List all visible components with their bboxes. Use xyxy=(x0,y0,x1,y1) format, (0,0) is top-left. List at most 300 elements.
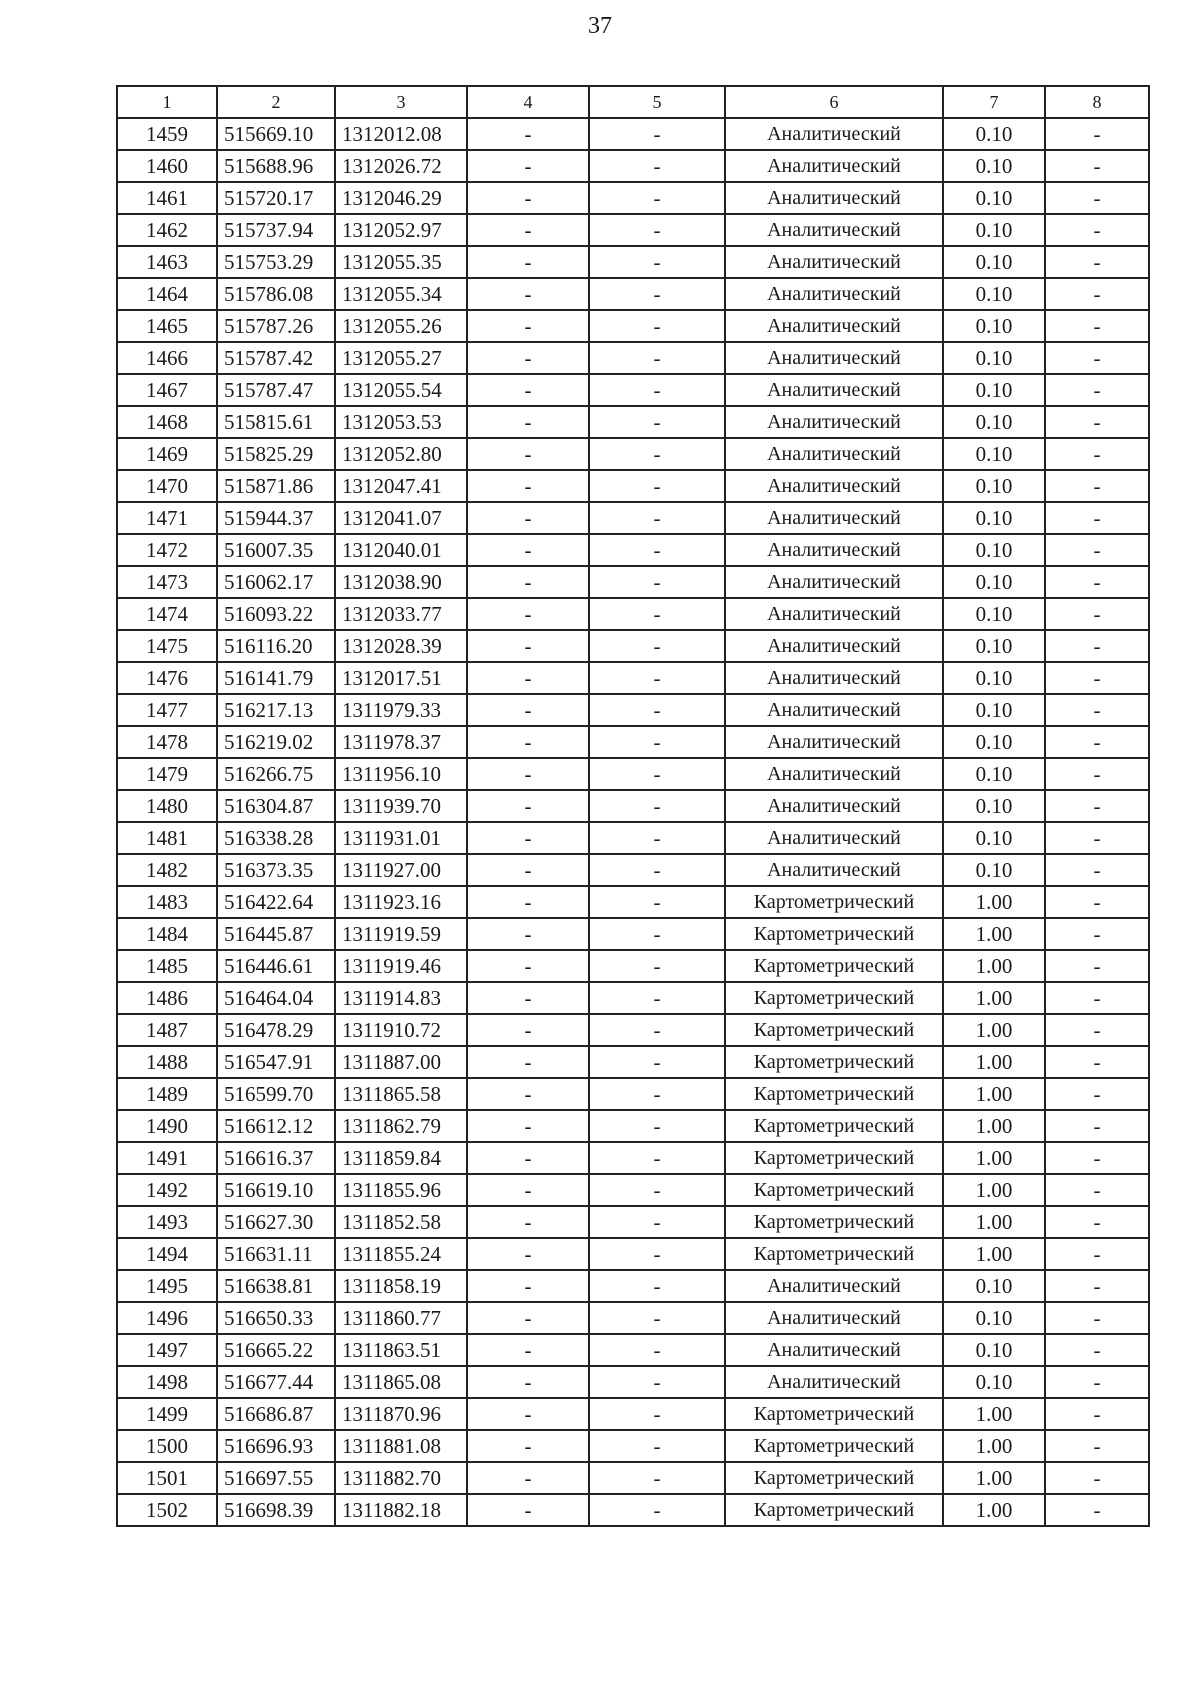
table-row xyxy=(117,438,1149,470)
cell-x-coordinate: 516547.91 xyxy=(217,1046,335,1078)
cell-method: Картометрический xyxy=(725,886,943,918)
cell-x-coordinate: 515786.08 xyxy=(217,278,335,310)
cell-col-5: - xyxy=(589,1430,725,1462)
cell-col-8: - xyxy=(1045,278,1149,310)
cell-accuracy: 1.00 xyxy=(943,1174,1045,1206)
cell-col-4: - xyxy=(467,566,589,598)
cell-x-coordinate: 516116.20 xyxy=(217,630,335,662)
cell-accuracy: 0.10 xyxy=(943,1270,1045,1302)
cell-y-coordinate: 1311914.83 xyxy=(335,982,467,1014)
cell-y-coordinate: 1311939.70 xyxy=(335,790,467,822)
cell-col-4: - xyxy=(467,502,589,534)
cell-col-8: - xyxy=(1045,662,1149,694)
cell-method: Аналитический xyxy=(725,726,943,758)
cell-x-coordinate: 516686.87 xyxy=(217,1398,335,1430)
cell-col-4: - xyxy=(467,470,589,502)
cell-col-4: - xyxy=(467,406,589,438)
cell-method: Аналитический xyxy=(725,406,943,438)
cell-y-coordinate: 1312055.26 xyxy=(335,310,467,342)
cell-y-coordinate: 1311978.37 xyxy=(335,726,467,758)
cell-col-4: - xyxy=(467,182,589,214)
cell-x-coordinate: 516616.37 xyxy=(217,1142,335,1174)
cell-y-coordinate: 1312047.41 xyxy=(335,470,467,502)
cell-col-8: - xyxy=(1045,790,1149,822)
cell-col-8: - xyxy=(1045,1462,1149,1494)
table-row xyxy=(117,374,1149,406)
cell-accuracy: 0.10 xyxy=(943,502,1045,534)
cell-accuracy: 0.10 xyxy=(943,726,1045,758)
cell-col-5: - xyxy=(589,886,725,918)
cell-method: Аналитический xyxy=(725,534,943,566)
table-row xyxy=(117,598,1149,630)
cell-y-coordinate: 1311855.24 xyxy=(335,1238,467,1270)
column-header-2: 2 xyxy=(217,86,335,118)
cell-point-number: 1477 xyxy=(117,694,217,726)
cell-col-4: - xyxy=(467,150,589,182)
cell-y-coordinate: 1311923.16 xyxy=(335,886,467,918)
table-row xyxy=(117,822,1149,854)
cell-point-number: 1484 xyxy=(117,918,217,950)
cell-x-coordinate: 515825.29 xyxy=(217,438,335,470)
table-row xyxy=(117,950,1149,982)
cell-method: Аналитический xyxy=(725,278,943,310)
cell-col-4: - xyxy=(467,1110,589,1142)
cell-col-5: - xyxy=(589,918,725,950)
cell-col-8: - xyxy=(1045,214,1149,246)
column-header-8: 8 xyxy=(1045,86,1149,118)
table-row xyxy=(117,790,1149,822)
table-row xyxy=(117,150,1149,182)
cell-col-5: - xyxy=(589,1366,725,1398)
cell-col-4: - xyxy=(467,950,589,982)
cell-method: Картометрический xyxy=(725,1110,943,1142)
cell-accuracy: 1.00 xyxy=(943,1494,1045,1526)
cell-x-coordinate: 516677.44 xyxy=(217,1366,335,1398)
cell-col-4: - xyxy=(467,1046,589,1078)
cell-col-4: - xyxy=(467,1398,589,1430)
cell-method: Аналитический xyxy=(725,758,943,790)
cell-x-coordinate: 515720.17 xyxy=(217,182,335,214)
cell-col-4: - xyxy=(467,438,589,470)
cell-x-coordinate: 516373.35 xyxy=(217,854,335,886)
cell-y-coordinate: 1311882.18 xyxy=(335,1494,467,1526)
cell-method: Аналитический xyxy=(725,630,943,662)
cell-col-5: - xyxy=(589,1174,725,1206)
cell-method: Аналитический xyxy=(725,342,943,374)
cell-accuracy: 0.10 xyxy=(943,310,1045,342)
cell-col-4: - xyxy=(467,758,589,790)
cell-col-5: - xyxy=(589,598,725,630)
cell-col-5: - xyxy=(589,630,725,662)
cell-accuracy: 1.00 xyxy=(943,950,1045,982)
cell-x-coordinate: 516478.29 xyxy=(217,1014,335,1046)
table-row xyxy=(117,662,1149,694)
cell-point-number: 1496 xyxy=(117,1302,217,1334)
cell-method: Аналитический xyxy=(725,310,943,342)
cell-method: Аналитический xyxy=(725,854,943,886)
cell-col-4: - xyxy=(467,278,589,310)
cell-col-8: - xyxy=(1045,630,1149,662)
cell-y-coordinate: 1312017.51 xyxy=(335,662,467,694)
cell-col-5: - xyxy=(589,502,725,534)
cell-x-coordinate: 516141.79 xyxy=(217,662,335,694)
cell-col-5: - xyxy=(589,822,725,854)
cell-x-coordinate: 516464.04 xyxy=(217,982,335,1014)
cell-col-4: - xyxy=(467,534,589,566)
cell-col-8: - xyxy=(1045,374,1149,406)
table-row xyxy=(117,1174,1149,1206)
cell-y-coordinate: 1312053.53 xyxy=(335,406,467,438)
cell-col-4: - xyxy=(467,662,589,694)
table-row xyxy=(117,982,1149,1014)
cell-x-coordinate: 515787.42 xyxy=(217,342,335,374)
table-row xyxy=(117,1110,1149,1142)
cell-x-coordinate: 515737.94 xyxy=(217,214,335,246)
cell-point-number: 1468 xyxy=(117,406,217,438)
cell-accuracy: 1.00 xyxy=(943,1238,1045,1270)
cell-col-5: - xyxy=(589,118,725,150)
cell-col-5: - xyxy=(589,726,725,758)
column-header-5: 5 xyxy=(589,86,725,118)
cell-y-coordinate: 1311887.00 xyxy=(335,1046,467,1078)
cell-col-8: - xyxy=(1045,438,1149,470)
cell-x-coordinate: 515944.37 xyxy=(217,502,335,534)
cell-x-coordinate: 516093.22 xyxy=(217,598,335,630)
cell-x-coordinate: 516698.39 xyxy=(217,1494,335,1526)
table-row xyxy=(117,1078,1149,1110)
cell-y-coordinate: 1312046.29 xyxy=(335,182,467,214)
cell-col-8: - xyxy=(1045,950,1149,982)
table-row xyxy=(117,1398,1149,1430)
cell-accuracy: 0.10 xyxy=(943,182,1045,214)
cell-y-coordinate: 1311979.33 xyxy=(335,694,467,726)
cell-method: Аналитический xyxy=(725,598,943,630)
cell-point-number: 1470 xyxy=(117,470,217,502)
cell-point-number: 1482 xyxy=(117,854,217,886)
cell-col-5: - xyxy=(589,790,725,822)
table-row xyxy=(117,1462,1149,1494)
cell-point-number: 1464 xyxy=(117,278,217,310)
cell-accuracy: 0.10 xyxy=(943,1366,1045,1398)
cell-point-number: 1469 xyxy=(117,438,217,470)
cell-col-5: - xyxy=(589,1046,725,1078)
cell-col-8: - xyxy=(1045,1430,1149,1462)
cell-col-5: - xyxy=(589,694,725,726)
cell-col-4: - xyxy=(467,1142,589,1174)
cell-point-number: 1467 xyxy=(117,374,217,406)
cell-accuracy: 1.00 xyxy=(943,982,1045,1014)
cell-col-5: - xyxy=(589,566,725,598)
cell-point-number: 1472 xyxy=(117,534,217,566)
cell-col-8: - xyxy=(1045,470,1149,502)
cell-y-coordinate: 1312026.72 xyxy=(335,150,467,182)
cell-col-8: - xyxy=(1045,758,1149,790)
cell-col-5: - xyxy=(589,534,725,566)
cell-method: Аналитический xyxy=(725,1302,943,1334)
cell-col-4: - xyxy=(467,1078,589,1110)
cell-col-4: - xyxy=(467,886,589,918)
cell-point-number: 1485 xyxy=(117,950,217,982)
table-row xyxy=(117,1238,1149,1270)
table-row xyxy=(117,406,1149,438)
cell-col-5: - xyxy=(589,1238,725,1270)
cell-y-coordinate: 1312033.77 xyxy=(335,598,467,630)
cell-method: Картометрический xyxy=(725,1078,943,1110)
cell-col-5: - xyxy=(589,214,725,246)
cell-x-coordinate: 516665.22 xyxy=(217,1334,335,1366)
cell-col-4: - xyxy=(467,214,589,246)
cell-y-coordinate: 1311852.58 xyxy=(335,1206,467,1238)
table-body xyxy=(117,118,1149,1526)
cell-col-5: - xyxy=(589,438,725,470)
cell-accuracy: 0.10 xyxy=(943,822,1045,854)
cell-col-5: - xyxy=(589,1270,725,1302)
table-row xyxy=(117,918,1149,950)
cell-method: Картометрический xyxy=(725,1462,943,1494)
cell-col-8: - xyxy=(1045,886,1149,918)
cell-point-number: 1494 xyxy=(117,1238,217,1270)
cell-x-coordinate: 515787.26 xyxy=(217,310,335,342)
cell-col-8: - xyxy=(1045,1238,1149,1270)
cell-col-4: - xyxy=(467,310,589,342)
table-row xyxy=(117,758,1149,790)
cell-point-number: 1498 xyxy=(117,1366,217,1398)
cell-y-coordinate: 1311858.19 xyxy=(335,1270,467,1302)
cell-x-coordinate: 515815.61 xyxy=(217,406,335,438)
cell-accuracy: 0.10 xyxy=(943,374,1045,406)
page-number: 37 xyxy=(588,13,612,39)
cell-col-8: - xyxy=(1045,694,1149,726)
cell-x-coordinate: 516650.33 xyxy=(217,1302,335,1334)
cell-col-5: - xyxy=(589,310,725,342)
table-row xyxy=(117,310,1149,342)
table-row xyxy=(117,1206,1149,1238)
table-row xyxy=(117,630,1149,662)
cell-col-5: - xyxy=(589,246,725,278)
cell-col-4: - xyxy=(467,1174,589,1206)
cell-col-5: - xyxy=(589,950,725,982)
table-row xyxy=(117,502,1149,534)
cell-y-coordinate: 1311882.70 xyxy=(335,1462,467,1494)
cell-col-8: - xyxy=(1045,1014,1149,1046)
cell-point-number: 1493 xyxy=(117,1206,217,1238)
cell-accuracy: 0.10 xyxy=(943,534,1045,566)
table-row xyxy=(117,278,1149,310)
cell-x-coordinate: 516627.30 xyxy=(217,1206,335,1238)
cell-col-5: - xyxy=(589,758,725,790)
cell-col-4: - xyxy=(467,1366,589,1398)
cell-accuracy: 0.10 xyxy=(943,694,1045,726)
cell-col-8: - xyxy=(1045,1270,1149,1302)
cell-col-8: - xyxy=(1045,502,1149,534)
cell-col-4: - xyxy=(467,1302,589,1334)
column-header-6: 6 xyxy=(725,86,943,118)
cell-col-4: - xyxy=(467,630,589,662)
cell-method: Картометрический xyxy=(725,1206,943,1238)
cell-col-4: - xyxy=(467,1206,589,1238)
cell-x-coordinate: 516445.87 xyxy=(217,918,335,950)
cell-col-4: - xyxy=(467,982,589,1014)
cell-col-8: - xyxy=(1045,598,1149,630)
cell-method: Аналитический xyxy=(725,1270,943,1302)
cell-x-coordinate: 515753.29 xyxy=(217,246,335,278)
cell-method: Аналитический xyxy=(725,790,943,822)
cell-x-coordinate: 515787.47 xyxy=(217,374,335,406)
cell-y-coordinate: 1312055.34 xyxy=(335,278,467,310)
cell-method: Аналитический xyxy=(725,438,943,470)
cell-accuracy: 0.10 xyxy=(943,566,1045,598)
cell-col-4: - xyxy=(467,342,589,374)
cell-col-4: - xyxy=(467,246,589,278)
cell-y-coordinate: 1311870.96 xyxy=(335,1398,467,1430)
cell-method: Аналитический xyxy=(725,182,943,214)
cell-col-4: - xyxy=(467,1494,589,1526)
cell-y-coordinate: 1311881.08 xyxy=(335,1430,467,1462)
cell-col-4: - xyxy=(467,118,589,150)
cell-col-4: - xyxy=(467,1430,589,1462)
cell-point-number: 1479 xyxy=(117,758,217,790)
cell-x-coordinate: 515669.10 xyxy=(217,118,335,150)
cell-col-8: - xyxy=(1045,1174,1149,1206)
cell-y-coordinate: 1312038.90 xyxy=(335,566,467,598)
cell-col-4: - xyxy=(467,1462,589,1494)
column-header-3: 3 xyxy=(335,86,467,118)
cell-x-coordinate: 516304.87 xyxy=(217,790,335,822)
cell-col-5: - xyxy=(589,374,725,406)
cell-col-4: - xyxy=(467,598,589,630)
cell-x-coordinate: 516619.10 xyxy=(217,1174,335,1206)
cell-accuracy: 0.10 xyxy=(943,598,1045,630)
table-row xyxy=(117,214,1149,246)
cell-x-coordinate: 516338.28 xyxy=(217,822,335,854)
cell-accuracy: 0.10 xyxy=(943,150,1045,182)
cell-accuracy: 0.10 xyxy=(943,118,1045,150)
cell-y-coordinate: 1312040.01 xyxy=(335,534,467,566)
table-row xyxy=(117,694,1149,726)
cell-method: Картометрический xyxy=(725,1014,943,1046)
cell-point-number: 1501 xyxy=(117,1462,217,1494)
cell-x-coordinate: 516266.75 xyxy=(217,758,335,790)
cell-col-4: - xyxy=(467,694,589,726)
cell-accuracy: 0.10 xyxy=(943,630,1045,662)
cell-y-coordinate: 1311927.00 xyxy=(335,854,467,886)
table-row xyxy=(117,1046,1149,1078)
cell-point-number: 1473 xyxy=(117,566,217,598)
cell-method: Аналитический xyxy=(725,1366,943,1398)
cell-accuracy: 1.00 xyxy=(943,1014,1045,1046)
cell-accuracy: 0.10 xyxy=(943,1302,1045,1334)
cell-y-coordinate: 1311956.10 xyxy=(335,758,467,790)
cell-col-5: - xyxy=(589,982,725,1014)
cell-method: Картометрический xyxy=(725,1494,943,1526)
cell-x-coordinate: 516612.12 xyxy=(217,1110,335,1142)
cell-accuracy: 1.00 xyxy=(943,1078,1045,1110)
cell-point-number: 1461 xyxy=(117,182,217,214)
cell-point-number: 1497 xyxy=(117,1334,217,1366)
table-row xyxy=(117,470,1149,502)
table-row xyxy=(117,1334,1149,1366)
cell-point-number: 1491 xyxy=(117,1142,217,1174)
cell-col-5: - xyxy=(589,1302,725,1334)
cell-y-coordinate: 1311859.84 xyxy=(335,1142,467,1174)
cell-col-5: - xyxy=(589,1078,725,1110)
cell-y-coordinate: 1311860.77 xyxy=(335,1302,467,1334)
cell-point-number: 1492 xyxy=(117,1174,217,1206)
cell-col-5: - xyxy=(589,470,725,502)
cell-col-4: - xyxy=(467,726,589,758)
cell-col-5: - xyxy=(589,150,725,182)
cell-col-8: - xyxy=(1045,1046,1149,1078)
column-header-7: 7 xyxy=(943,86,1045,118)
cell-point-number: 1466 xyxy=(117,342,217,374)
table-row xyxy=(117,1302,1149,1334)
cell-accuracy: 0.10 xyxy=(943,406,1045,438)
cell-col-4: - xyxy=(467,1334,589,1366)
cell-col-8: - xyxy=(1045,1366,1149,1398)
cell-y-coordinate: 1311919.59 xyxy=(335,918,467,950)
cell-col-8: - xyxy=(1045,1494,1149,1526)
table-row xyxy=(117,246,1149,278)
cell-point-number: 1480 xyxy=(117,790,217,822)
cell-col-8: - xyxy=(1045,1302,1149,1334)
cell-x-coordinate: 515871.86 xyxy=(217,470,335,502)
cell-col-8: - xyxy=(1045,982,1149,1014)
cell-col-8: - xyxy=(1045,534,1149,566)
cell-x-coordinate: 516638.81 xyxy=(217,1270,335,1302)
cell-col-4: - xyxy=(467,1238,589,1270)
table-row xyxy=(117,534,1149,566)
cell-y-coordinate: 1312052.97 xyxy=(335,214,467,246)
cell-col-8: - xyxy=(1045,310,1149,342)
cell-col-8: - xyxy=(1045,918,1149,950)
cell-y-coordinate: 1312055.27 xyxy=(335,342,467,374)
cell-col-8: - xyxy=(1045,1334,1149,1366)
cell-col-8: - xyxy=(1045,118,1149,150)
cell-x-coordinate: 516422.64 xyxy=(217,886,335,918)
cell-y-coordinate: 1311910.72 xyxy=(335,1014,467,1046)
table-row xyxy=(117,726,1149,758)
cell-accuracy: 1.00 xyxy=(943,1462,1045,1494)
cell-accuracy: 1.00 xyxy=(943,1110,1045,1142)
cell-accuracy: 0.10 xyxy=(943,790,1045,822)
cell-col-5: - xyxy=(589,406,725,438)
cell-point-number: 1475 xyxy=(117,630,217,662)
column-header-1: 1 xyxy=(117,86,217,118)
cell-point-number: 1465 xyxy=(117,310,217,342)
cell-y-coordinate: 1311931.01 xyxy=(335,822,467,854)
table-header-row xyxy=(117,86,1149,118)
cell-point-number: 1478 xyxy=(117,726,217,758)
cell-col-8: - xyxy=(1045,406,1149,438)
cell-y-coordinate: 1312028.39 xyxy=(335,630,467,662)
cell-point-number: 1474 xyxy=(117,598,217,630)
cell-method: Картометрический xyxy=(725,1174,943,1206)
table-row xyxy=(117,1366,1149,1398)
cell-method: Аналитический xyxy=(725,150,943,182)
cell-point-number: 1487 xyxy=(117,1014,217,1046)
cell-col-5: - xyxy=(589,342,725,374)
cell-point-number: 1483 xyxy=(117,886,217,918)
cell-y-coordinate: 1312055.35 xyxy=(335,246,467,278)
cell-method: Аналитический xyxy=(725,118,943,150)
cell-point-number: 1490 xyxy=(117,1110,217,1142)
cell-col-8: - xyxy=(1045,1398,1149,1430)
cell-method: Аналитический xyxy=(725,662,943,694)
cell-col-8: - xyxy=(1045,726,1149,758)
cell-accuracy: 0.10 xyxy=(943,278,1045,310)
table-row xyxy=(117,182,1149,214)
cell-point-number: 1471 xyxy=(117,502,217,534)
